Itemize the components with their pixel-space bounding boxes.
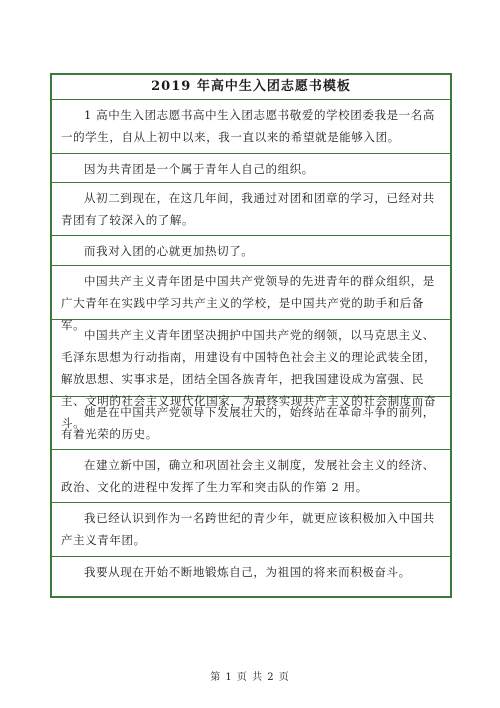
paragraph: 她是在中国共产党领导下发展壮大的，始终站在革命斗争的前列，有着光荣的历史。 (52, 397, 450, 450)
paragraph: 因为共青团是一个属于青年人自己的组织。 (52, 154, 450, 183)
paragraph: 我要从现在开始不断地锻炼自己，为祖国的将来而积极奋斗。 (84, 565, 411, 579)
page-number-footer: 第 1 页 共 2 页 (210, 672, 290, 683)
paragraph: 中国共产主义青年团是中国共产党领导的先进青年的群众组织，是广大青年在实践中学习共产主义的学校，是中国共产党的助手和后备军。 (52, 266, 450, 320)
document-title: 2019 年高中生入团志愿书模板 (52, 75, 450, 100)
paragraph: 中国共产主义青年团坚决拥护中国共产党的纲领，以马克思主义、毛泽东思想为行动指南，用建设有中国特色社会主义的理论武装全团，解放思想、实事求是，团结全国各族青年，把我国建设成为富强、民主、文明的社会主义现代化国家，为最终实现共产主义的社会制度而奋斗。 (52, 320, 450, 397)
document-table (50, 73, 452, 598)
paragraph: 而我对入团的心就更加热切了。 (52, 236, 450, 266)
paragraph: 我已经认识到作为一名跨世纪的青少年，就更应该积极加入中国共产主义青年团。 (52, 503, 450, 557)
paragraph: 1 高中生入团志愿书高中生入团志愿书敬爱的学校团委我是一名高一的学生，自从上初中以来，我一直以来的希望就是能够入团。 (52, 100, 450, 154)
paragraph: 从初二到现在，在这几年间，我通过对团和团章的学习，已经对共青团有了较深入的了解。 (52, 183, 450, 236)
paragraph: 在建立新中国，确立和巩固社会主义制度，发展社会主义的经济、政治、文化的进程中发挥了生力军和突击队的作第 2 用。 (52, 450, 450, 503)
